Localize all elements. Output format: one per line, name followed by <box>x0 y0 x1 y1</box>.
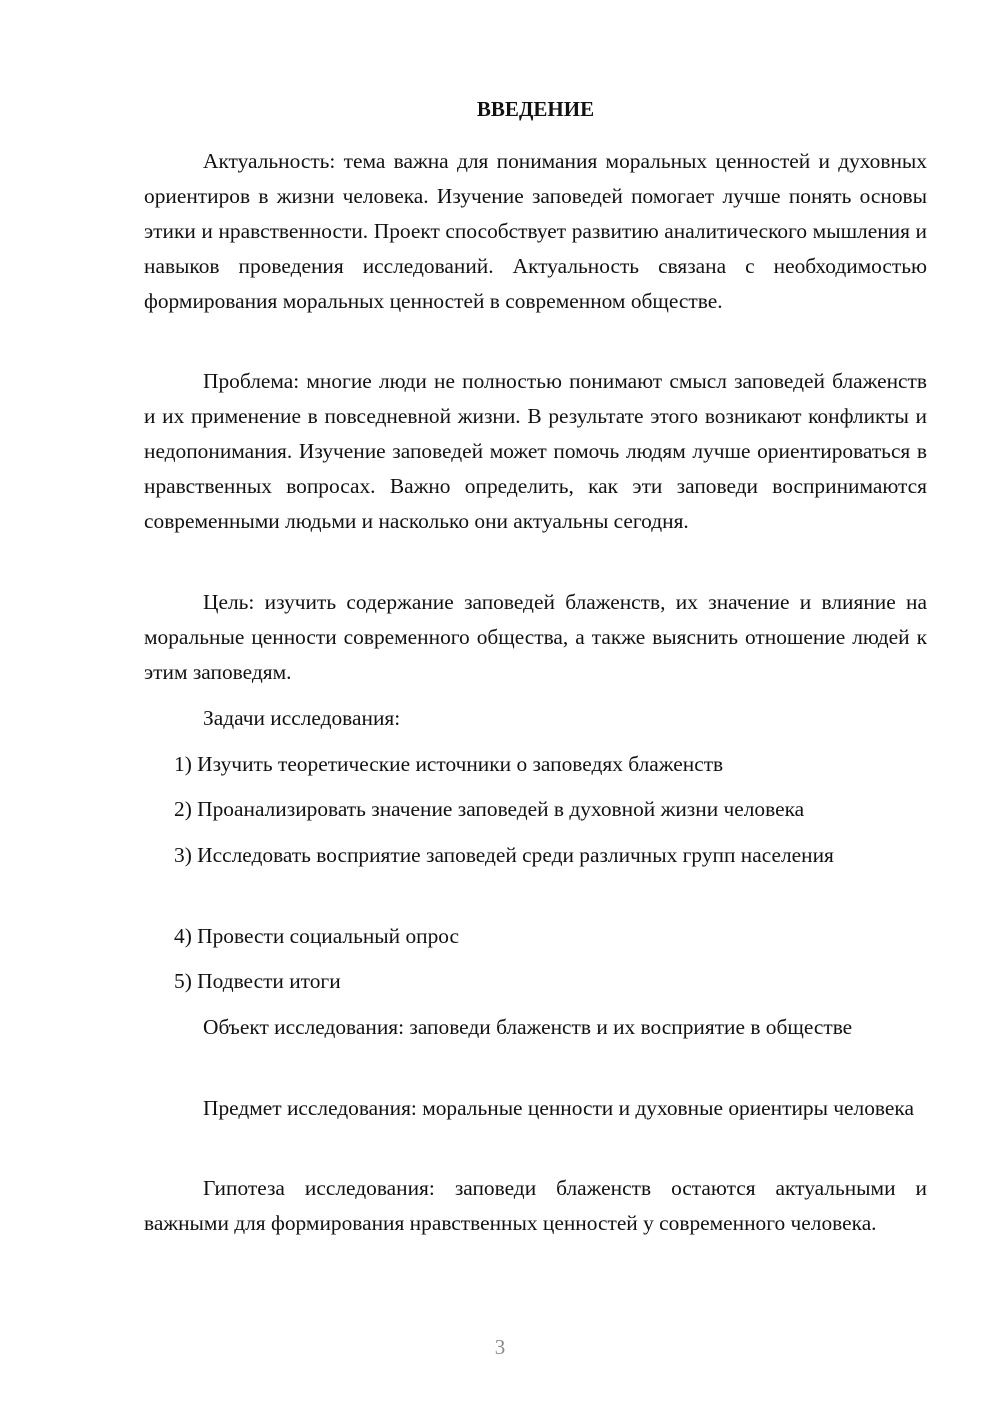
task-item-1: 1) Изучить теоретические источники о заповедях блаженств <box>174 752 724 776</box>
problem-paragraph: Проблема: многие люди не полностью понимают смысл заповедей блаженств и их применение в повседневной жизни. В результате этого возникают конфликты и недопонимания. Изучение заповедей может помочь людям лучше ориентироваться в нравственных вопросах. Важно определить, как эти заповеди воспринимаются современными людьми и насколько они актуальны сегодня. <box>144 369 927 533</box>
task-item-4: 4) Провести социальный опрос <box>174 924 460 948</box>
task-item-5: 5) Подвести итоги <box>174 969 341 993</box>
subject-paragraph: Предмет исследования: моральные ценности и духовные ориентиры человека <box>203 1096 914 1120</box>
goal-paragraph: Цель: изучить содержание заповедей блаженств, их значение и влияние на моральные ценности современного общества, а также выяснить отношение людей к этим заповедям. <box>144 590 927 684</box>
relevance-paragraph: Актуальность: тема важна для понимания моральных ценностей и духовных ориентиров в жизни человека. Изучение заповедей помогает лучше понять основы этики и нравственности. Проект способствует развитию аналитического мышления и навыков проведения исследований. Актуальность связана с необходимостью формирования моральных ценностей в современном обществе. <box>144 149 927 313</box>
page-number: 3 <box>494 1335 506 1359</box>
section-title: ВВЕДЕНИЕ <box>476 97 595 121</box>
task-item-2: 2) Проанализировать значение заповедей в духовной жизни человека <box>174 797 805 821</box>
task-item-3: 3) Исследовать восприятие заповедей среди различных групп населения <box>174 843 834 867</box>
hypothesis-paragraph: Гипотеза исследования: заповеди блаженств остаются актуальными и важными для формирования нравственных ценностей у современного человека. <box>144 1176 927 1235</box>
tasks-heading: Задачи исследования: <box>203 706 401 730</box>
object-paragraph: Объект исследования: заповеди блаженств и их восприятие в обществе <box>203 1015 853 1039</box>
